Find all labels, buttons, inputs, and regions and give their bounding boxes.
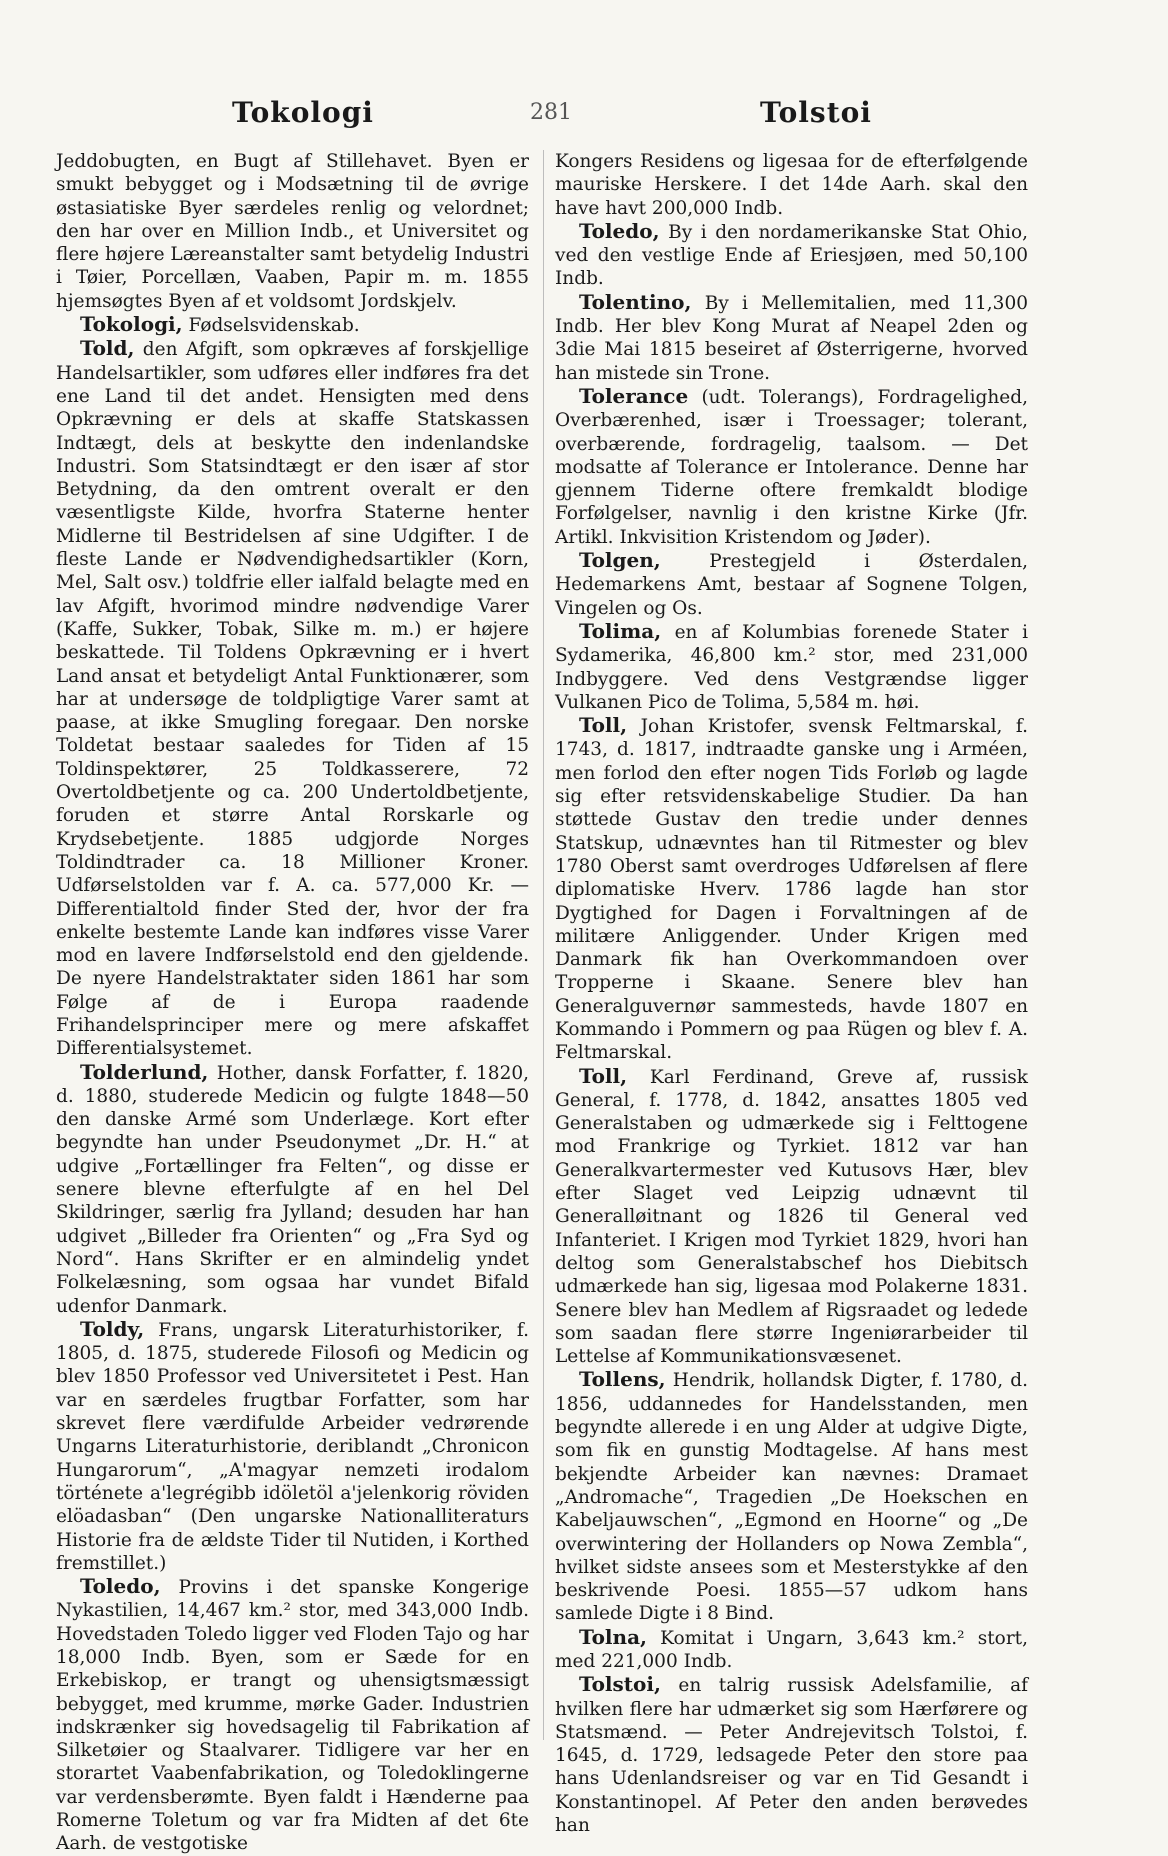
entry-tolerance: Tolerance (udt. Tolerangs), Fordragelighed, Overbærenhed, især i Troessager; tolerant, overbærende, fordragelig, taalsom. — Det modsatte af Tolerance er Intolerance. Denne har gjennem Tiderne oftere fremkaldt blodige Forfølgelser, navnlig i den kristne Kirke (Jfr. Artikl. Inkvisition Kristendom og Jøder).	[555, 383, 1028, 548]
entry-tolgen: Tolgen, Prestegjeld i Østerdalen, Hedemarkens Amt, bestaar af Sognene Tolgen, Vingelen og Os.	[555, 548, 1029, 619]
entry-toldy: Toldy, Frans, ungarsk Literaturhistoriker, f. 1805, d. 1875, studerede Filosofi og Medicin og blev 1850 Professor ved Universitetet i Pest. Han var en særdeles frugtbar Forfatter, som har skrevet flere værdifulde Arbeider vedrørende Ungarns Literaturhistorie, deriblandt „Chronicon Hungarorum“, „A'magyar nemzeti irodalom története a'legrégibb idöletöl a'jelenkorig röviden elöadasban“ (Den ungarske Nationalliteraturs Historie fra de ældste Tider til Nutiden, i Korthed fremstillet.)	[56, 1316, 529, 1574]
entry-continuation: Kongers Residens og ligesaa for de efterfølgende mauriske Herskere. I det 14de Aarh. skal den have havt 200,000 Indb.	[555, 151, 1028, 219]
left-column	[56, 150, 529, 1856]
entry-tolentino: Tolentino, By i Mellemitalien, med 11,300 Indb. Her blev Kong Murat af Neapel 2den og 3die Mai 1815 beseiret af Østerrigerne, hvorved han mistede sin Trone.	[555, 289, 1028, 384]
entry-tokologi: Tokologi, Fødselsvidenskab.	[80, 312, 360, 337]
column-divider	[543, 150, 544, 1740]
right-running-head: Tolstoi	[760, 96, 872, 129]
entry-tolna: Tolna, Komitat i Ungarn, 3,643 km.² stort, med 221,000 Indb.	[555, 1624, 1028, 1672]
entry-toledo-ohio: Toledo, By i den nordamerikanske Stat Ohio, ved den vestlige Ende af Eriesjøen, med 50,100 Indb.	[555, 218, 1028, 290]
entry-toledo-province: Toledo, Provins i det spanske Kongerige Nykastilien, 14,467 km.² stor, med 343,000 Indb. Hovedstaden Toledo ligger ved Floden Tajo og har 18,000 Indb. Byen, som er Sæde for en Erkebiskop, er trangt og uhensigtsmæssigt bebygget, med krumme, mørke Gader. Industrien indskrænker sig hovedsagelig til Fabrikation af Silketøier og Staalvarer. Tidligere var her en storartet Vaabenfabrikation, og Toledoklingerne var verdensberømte. Byen faldt i Hænderne paa Romerne Toletum og var fra Midten af det 6te Aarh. de vestgotiske	[56, 1574, 529, 1855]
entry-tolstoi: Tolstoi, en talrig russisk Adelsfamilie, af hvilken flere har udmærket sig som Hærførere og Statsmænd. — Peter Andrejevitsch Tolstoi, f. 1645, d. 1729, ledsagede Peter den store paa hans Udenlandsreiser og var en Tid Gesandt i Konstantinopel. Af Peter den anden berøvedes han	[555, 1672, 1028, 1837]
entry-tolderlund: Tolderlund, Hother, dansk Forfatter, f. 1820, d. 1880, studerede Medicin og fulgte 1848—50 den danske Armé som Underlæge. Kort efter begyndte han under Pseudonymet „Dr. H.“ at udgive „Fortællinger fra Felten“, og disse er senere blevne efterfulgte af en hel Del Skildringer, særlig fra Jylland; desuden har han udgivet „Billeder fra Orienten“ og „Fra Syd og Nord“. Hans Skrifter er en almindelig yndet Folkelæsning, som ogsaa har vundet Bifald udenfor Danmark.	[56, 1059, 529, 1317]
entry-tolima: Tolima, en af Kolumbias forenede Stater i Sydamerika, 46,800 km.² stor, med 231,000 Indbyggere. Ved dens Vestgrændse ligger Vulkanen Pico de Tolima, 5,584 m. høi.	[555, 618, 1028, 713]
left-running-head: Tokologi	[232, 96, 374, 129]
entry-told: Told, den Afgift, som opkræves af forskjellige Handelsartikler, som udføres eller indføres fra det ene Land til det andet. Hensigten med dens Opkrævning er dels at skaffe Statskassen Indtægt, dels at beskytte den indenlandske Industri. Som Statsindtægt er den især af stor Betydning, da den omtrent overalt er den væsentligste Kilde, hvorfra Staterne henter Midlerne til Bestridelsen af sine Udgifter. I de fleste Lande er Nødvendighedsartikler (Korn, Mel, Salt osv.) toldfrie eller ialfald belagte med en lav Afgift, hvorimod mindre nødvendige Varer (Kaffe, Sukker, Tobak, Silke m. m.) er højere beskattede. Til Toldens Opkrævning er i hvert Land ansat et betydeligt Antal Funktionærer, som har at undersøge de toldpligtige Varer samt at paase, at ikke Smugling foregaar. Den norske Toldetat bestaar saaledes for Tiden af 15 Toldinspektører, 25 Toldkasserere, 72 Overtoldbetjente og ca. 200 Undertoldbetjente, foruden et større Antal Rorskarle og Krydsebetjente. 1885 udgjorde Norges Toldindtrader ca. 18 Millioner Kroner. Udførselstolden var f. A. ca. 577,000 Kr. — Differentialtold finder Sted der, hvor der fra enkelte bestemte Lande kan indføres visse Varer mod en lavere Indførselstold end den gjeldende. De nyere Handelstraktater siden 1861 har som Følge af de i Europa raadende Frihandelsprinciper mere og mere afskaffet Differentialsystemet.	[56, 336, 529, 1060]
right-column	[555, 150, 1028, 1837]
entry-toll-karl: Toll, Karl Ferdinand, Greve af, russisk General, f. 1778, d. 1842, ansattes 1805 ved Generalstaben og udmærkede sig i Felttogene mod Frankrige og Tyrkiet. 1812 var han Generalkvartermester ved Kutusovs Hær, blev efter Slaget ved Leipzig udnævnt til Generalløitnant og 1826 til General ved Infanteriet. I Krigen mod Tyrkiet 1829, hvori han deltog som Generalstabschef hos Diebitsch udmærkede han sig, ligesaa mod Polakerne 1831. Senere blev han Medlem af Rigsraadet og ledede som saadan flere større Ingeniørarbeider til Lettelse af Kommunikationsvæsenet.	[555, 1063, 1028, 1368]
entry-continuation: Jeddobugten, en Bugt af Stillehavet. Byen er smukt bebygget og i Modsætning til de øvrige østasiatiske Byer særdeles renlig og velordnet; den har over en Million Indb., et Universitet og flere højere Læreanstalter samt betydelig Industri i Tøier, Porcellæn, Vaaben, Papir m. m. 1855 hjemsøgtes Byen af et voldsomt Jordskjelv.	[56, 151, 529, 312]
page-header	[0, 96, 1168, 136]
entry-toll-johan: Toll, Johan Kristofer, svensk Feltmarskal, f. 1743, d. 1817, indtraadte ganske ung i Arméen, men forlod den efter nogen Tids Forløb og lagde sig efter retsvidenskabelige Studier. Da han støttede Gustav den tredie under dennes Statskup, udnævntes han til Ritmester og blev 1780 Oberst samt overdroges Udførelsen af flere diplomatiske Hverv. 1786 lagde han stor Dygtighed for Dagen i Forvaltningen af de militære Anliggender. Under Krigen med Danmark fik han Overkommandoen over Tropperne i Skaane. Senere blev han Generalguvernør sammesteds, havde 1807 en Kommando i Pommern og paa Rügen og blev f. A. Feltmarskal.	[555, 713, 1028, 1064]
page-number: 281	[530, 100, 572, 125]
entry-tollens: Tollens, Hendrik, hollandsk Digter, f. 1780, d. 1856, uddannedes for Handelsstanden, men begyndte allerede i en ung Alder at udgive Digte, som fik en gunstig Modtagelse. Af hans mest bekjendte Arbeider kan nævnes: Dramaet „Andromache“, Tragedien „De Hoekschen en Kabeljauwschen“, „Egmond en Hoorne“ og „De overwintering der Hollanders op Nowa Zembla“, hvilket sidste ansees som et Mesterstykke af den beskrivende Poesi. 1855—57 udkom hans samlede Digte i 8 Bind.	[555, 1367, 1028, 1625]
